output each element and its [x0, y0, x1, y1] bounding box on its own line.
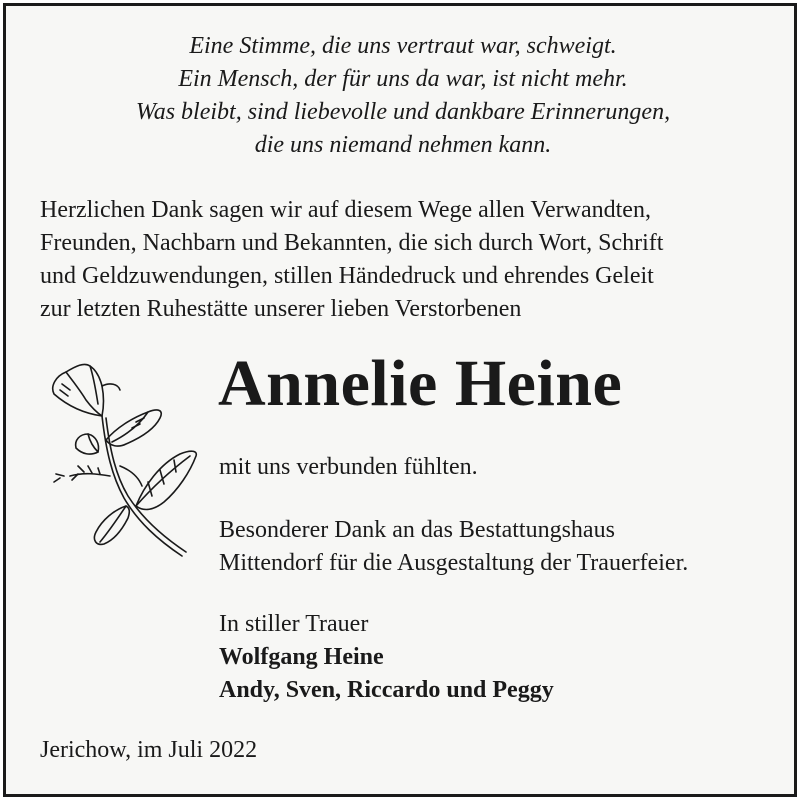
special-thanks-line: Mittendorf für die Ausgestaltung der Trauerfeier. [219, 550, 689, 576]
deceased-name: Annelie Heine [218, 347, 623, 420]
thanks-paragraph [40, 194, 780, 326]
mourning-signature [219, 608, 554, 707]
poem-line: Was bleibt, sind liebevolle und dankbare Erinnerungen, [135, 99, 671, 125]
place-and-date: Jerichow, im Juli 2022 [40, 737, 258, 763]
mourner-name: Andy, Sven, Riccardo und Peggy [219, 677, 554, 703]
mourning-intro: In stiller Trauer [219, 611, 369, 637]
thanks-line: zur letzten Ruhestätte unserer lieben Verstorbenen [40, 296, 522, 322]
thanks-line: Herzlichen Dank sagen wir auf diesem Wege allen Verwandten, [40, 197, 651, 223]
poem-line: Ein Mensch, der für uns da war, ist nicht mehr. [178, 66, 628, 92]
poem-line: die uns niemand nehmen kann. [254, 132, 552, 158]
poem-line: Eine Stimme, die uns vertraut war, schweigt. [189, 33, 617, 59]
mourner-name: Wolfgang Heine [219, 644, 384, 670]
memorial-poem [6, 30, 800, 162]
thanks-line: Freunden, Nachbarn und Bekannten, die sich durch Wort, Schrift [40, 230, 664, 256]
connected-text: mit uns verbunden fühlten. [219, 454, 478, 480]
thanks-line: und Geldzuwendungen, stillen Händedruck und ehrendes Geleit [40, 263, 654, 289]
special-thanks [219, 514, 688, 580]
obituary-notice [3, 3, 797, 797]
special-thanks-line: Besonderer Dank an das Bestattungshaus [219, 517, 615, 543]
calla-lily-icon [40, 356, 200, 566]
